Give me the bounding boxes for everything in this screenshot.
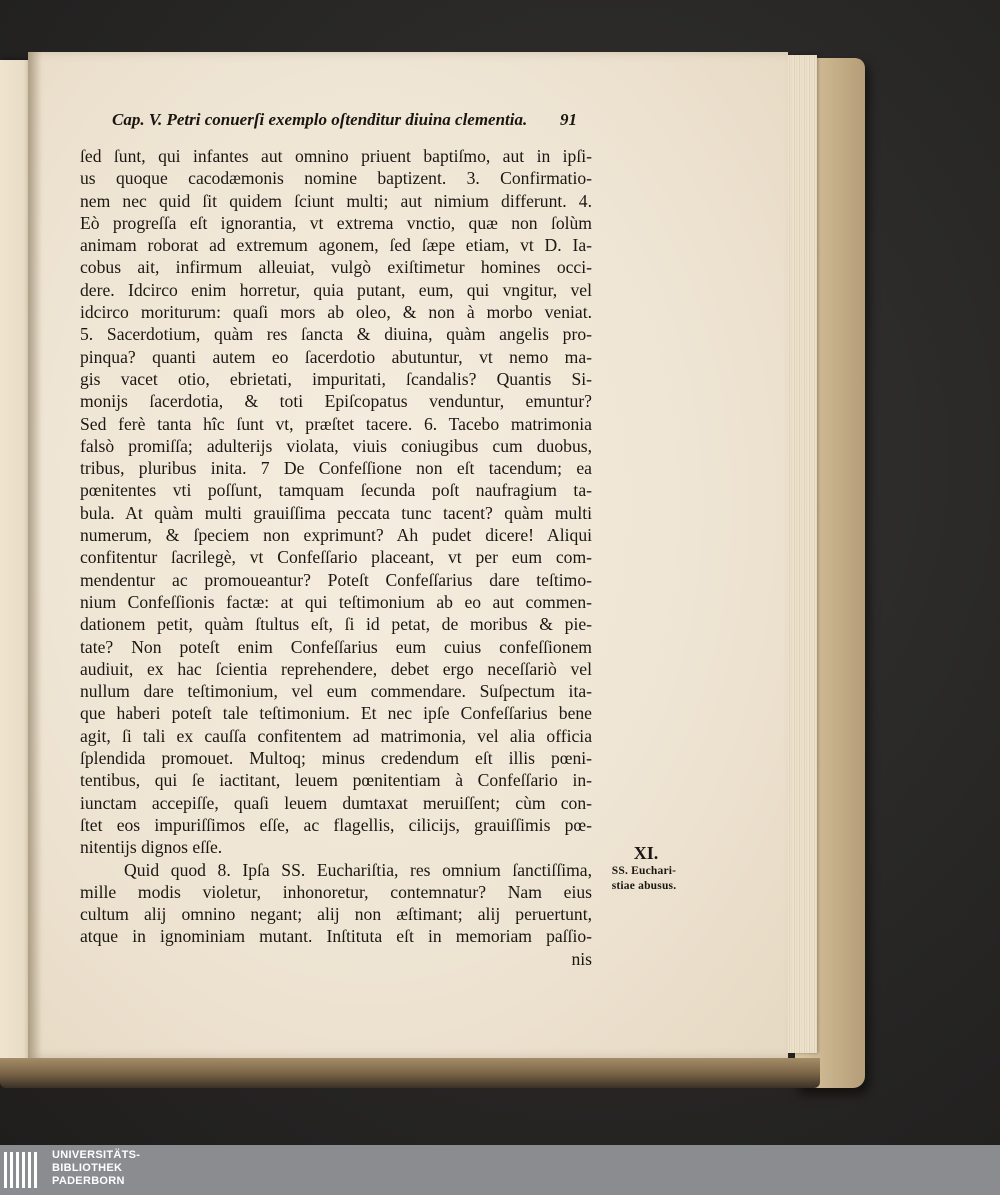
library-logo-icon <box>3 1150 45 1190</box>
text-line: ſplendida promouet. Multoq; minus credendum eſt illis pœni- <box>80 748 592 769</box>
text-line: tentibus, qui ſe iactitant, leuem pœnitentiam à Confeſſario in- <box>80 770 592 791</box>
text-line: nium Confeſſionis factæ: at qui teſtimonium ab eo aut commen- <box>80 591 592 612</box>
text-line: iunctam accepiſſe, quaſi leuem dumtaxat meruiſſent; cùm con- <box>80 792 592 813</box>
margin-note-number: XI. <box>633 843 659 863</box>
text-line: falsò promiſſa; adulterijs violata, viuis coniugibus cum duobus, <box>80 435 592 456</box>
text-line: animam roborat ad extremum agonem, ſed ſæpe etiam, vt D. Ia- <box>80 235 592 256</box>
gutter-shadow <box>28 52 42 1058</box>
text-line: Sed ferè tanta hîc ſunt vt, præſtet tacere. 6. Tacebo matrimonia <box>80 413 592 434</box>
text-line: us quoque cacodæmonis nomine baptizent. 3. Confirmatio- <box>80 168 592 189</box>
text-line: tate? Non poteſt enim Confeſſarius eum cuius confeſſionem <box>80 636 592 657</box>
library-name-line-3: PADERBORN <box>52 1175 125 1187</box>
text-line: pinqua? quanti autem eo ſacerdotio abutuntur, vt nemo ma- <box>80 346 592 367</box>
body-text <box>80 145 592 970</box>
text-line: cultum alij omnino negant; alij non æſtimant; alij peruertunt, <box>80 904 592 925</box>
running-header: Cap. V. Petri conuerſi exemplo oſtenditur diuina clementia. <box>112 110 528 129</box>
margin-note-label-1: SS. Euchari- <box>611 865 677 877</box>
text-line: nis <box>571 948 592 969</box>
text-line: pœnitentes vti poſſunt, tamquam ſecunda poſt naufragium ta- <box>80 480 592 501</box>
text-line: dere. Idcirco enim horretur, quia putant, eum, qui vngitur, vel <box>80 279 592 300</box>
text-line: Quid quod 8. Ipſa SS. Euchariſtia, res omnium ſanctiſſima, <box>124 859 592 880</box>
text-line: ſtet eos impuriſſimos eſſe, ac flagellis, cilicijs, grauiſſimis pœ- <box>80 814 592 835</box>
library-footer-bar <box>0 1145 1000 1195</box>
text-line: dationem petit, quàm ſtultus eſt, ſi id petat, de moribus & pie- <box>80 614 592 635</box>
margin-note-label-2: stiae abusus. <box>611 880 677 892</box>
text-line: agit, ſi tali ex cauſſa confitentem ad matrimonia, vel alia officia <box>80 725 592 746</box>
text-line: monijs ſacerdotia, & toti Epiſcopatus venduntur, emuntur? <box>80 391 592 412</box>
library-name-line-2: BIBLIOTHEK <box>52 1162 123 1174</box>
text-line: mille modis violetur, inhonoretur, contemnatur? Nam eius <box>80 881 592 902</box>
text-line: mendentur ac promoueantur? Poteſt Confeſſarius dare teſtimo- <box>80 569 592 590</box>
text-line: nitentijs dignos eſſe. <box>80 837 223 858</box>
text-line: audiuit, ex hac ſcientia reprehendere, debet ergo neceſſariò vel <box>80 658 592 679</box>
text-line: Eò progreſſa eſt ignorantia, vt extrema vnctio, quæ non ſolùm <box>80 212 592 233</box>
text-line: cobus ait, infirmum alleuiat, vulgò exiſtimetur homines occi- <box>80 257 592 278</box>
text-line: nem nec quid ſit quidem ſciunt multi; aut nimium differunt. 4. <box>80 190 592 211</box>
text-line: atque in ignominiam mutant. Inſtituta eſt in memoriam paſſio- <box>80 926 592 947</box>
text-line: gis vacet otio, ebrietati, impuritati, ſcandalis? Quantis Si- <box>80 368 592 389</box>
text-line: bula. At quàm multi grauiſſima peccata tunc tacent? quàm multi <box>80 502 592 523</box>
text-line: nullum dare teſtimonium, vel eum commendare. Suſpectum ita- <box>80 681 592 702</box>
book-bottom-edge <box>0 1058 820 1088</box>
text-line: ſed ſunt, qui infantes aut omnino priuent baptiſmo, aut in ipſi- <box>80 146 592 166</box>
text-line: idcirco moriturum: quaſi mors ab oleo, & non à morbo veniat. <box>80 302 592 323</box>
text-line: numerum, & ſpeciem non exprimunt? Ah pudet dicere! Aliqui <box>80 525 592 546</box>
library-name <box>52 1149 140 1188</box>
page-number: 91 <box>560 110 577 129</box>
text-line: tribus, pluribus inita. 7 De Confeſſione non eſt tacendum; ea <box>80 458 592 479</box>
library-name-line-1: UNIVERSITÄTS- <box>52 1149 141 1161</box>
text-line: que haberi poteſt tale teſtimonium. Et nec ipſe Confeſſarius bene <box>80 703 592 724</box>
margin-note <box>598 843 690 894</box>
text-line: 5. Sacerdotium, quàm res ſancta & diuina, quàm angelis pro- <box>80 324 592 345</box>
text-line: confitentur ſacrilegè, vt Confeſſario placeant, vt per eum com- <box>80 547 592 568</box>
